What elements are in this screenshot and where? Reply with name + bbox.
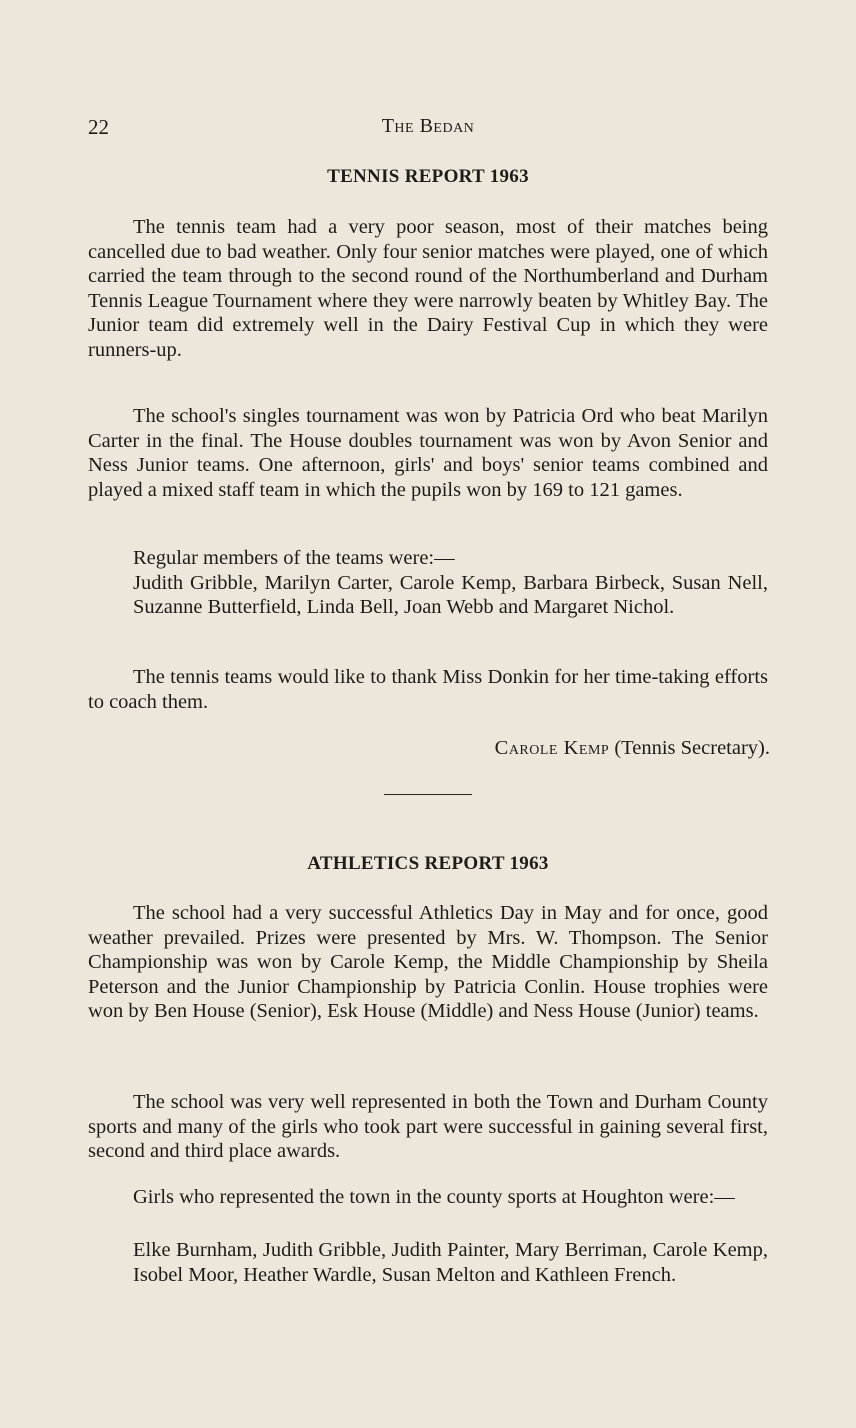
tennis-signature — [370, 737, 770, 760]
tennis-report-heading: TENNIS REPORT 1963 — [327, 166, 529, 187]
athletics-paragraph-3: Girls who represented the town in the county sports at Houghton were:— — [133, 1186, 735, 1208]
page-number: 22 — [88, 115, 109, 139]
tennis-paragraph-2: The school's singles tournament was won by Patricia Ord who beat Marilyn Carter in the final. The House doubles tournament was won by Avon Senior and Ness Junior teams. One afternoon, girls' and boys' senior teams combined and played a mixed staff team in which the pupils won by 169 to 121 games. — [88, 405, 768, 501]
athletics-paragraph-1: The school had a very successful Athletics Day in May and for once, good weather prevailed. Prizes were presented by Mrs. W. Thompson. The Senior Championship was won by Carole Kemp, the Middle Championship by Sheila Peterson and the Junior Championship by Patricia Conlin. House trophies were won by Ben House (Senior), Esk House (Middle) and Ness House (Junior) teams. — [88, 902, 768, 1022]
tennis-members-intro: Regular members of the teams were:— — [133, 547, 455, 569]
signature-role: (Tennis Secretary). — [614, 737, 770, 759]
running-title: The Bedan — [381, 115, 475, 137]
athletics-representatives-list: Elke Burnham, Judith Gribble, Judith Painter, Mary Berriman, Carole Kemp, Isobel Moor, Heather Wardle, Susan Melton and Kathleen French. — [133, 1239, 768, 1286]
athletics-paragraph-2: The school was very well represented in both the Town and Durham County sports and many of the girls who took part were successful in gaining several first, second and third place awards. — [88, 1091, 768, 1162]
tennis-paragraph-1: The tennis team had a very poor season, most of their matches being cancelled due to bad weather. Only four senior matches were played, one of which carried the team through to the second round of the Northumberland and Durham Tennis League Tournament where they were narrowly beaten by Whitley Bay. The Junior team did extremely well in the Dairy Festival Cup in which they were runners-up. — [88, 216, 768, 361]
signature-name: Carole Kemp — [494, 737, 610, 759]
tennis-members-list: Judith Gribble, Marilyn Carter, Carole Kemp, Barbara Birbeck, Susan Nell, Suzanne Butterfield, Linda Bell, Joan Webb and Margaret Nichol. — [133, 571, 768, 618]
page-header — [88, 115, 768, 147]
tennis-thanks-paragraph: The tennis teams would like to thank Miss Donkin for her time-taking efforts to coach them. — [88, 666, 768, 713]
section-divider — [384, 794, 472, 795]
athletics-report-heading: ATHLETICS REPORT 1963 — [307, 853, 549, 874]
tennis-members-block — [133, 546, 768, 620]
athletics-representatives-block — [133, 1238, 768, 1287]
